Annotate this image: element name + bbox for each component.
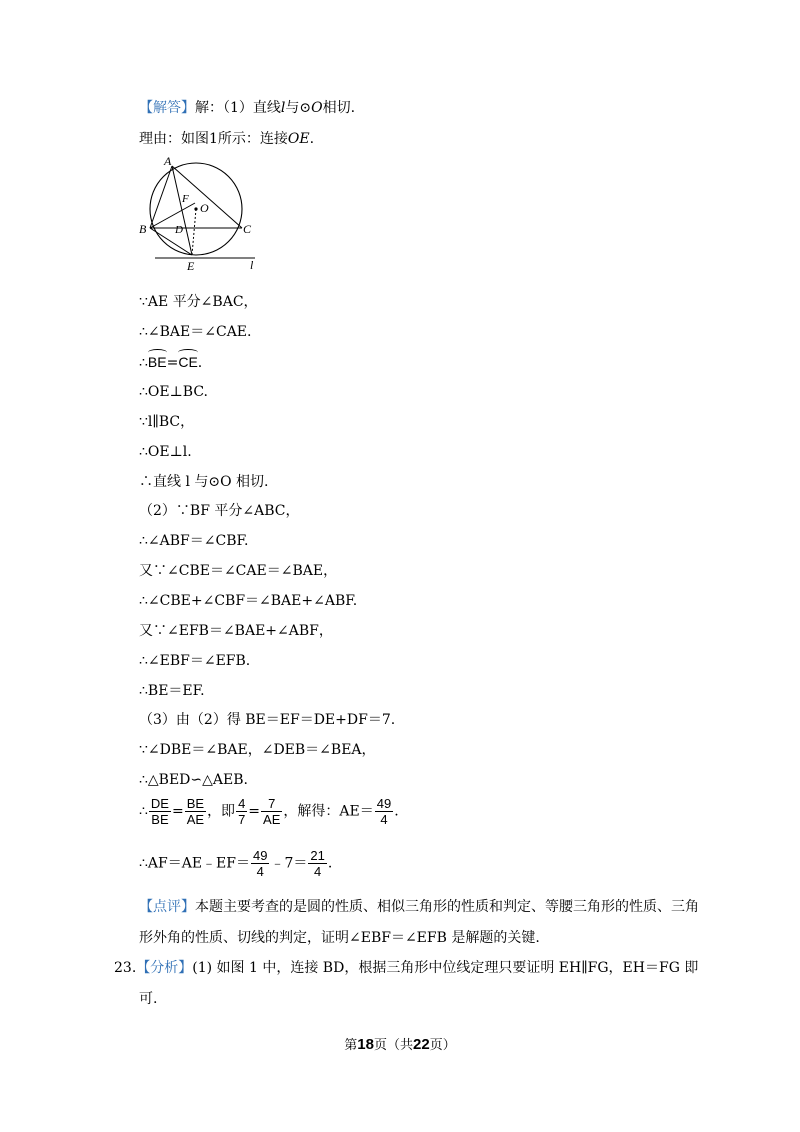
label-b: B	[139, 222, 147, 236]
step-7: ∴直线 l 与⊙O 相切.	[139, 474, 269, 490]
step-8: （2）∵BF 平分∠ABC，	[139, 503, 300, 519]
segment-bf	[150, 203, 195, 228]
fraction-be-ae: $\frac{BE}{AE}$	[186, 796, 205, 827]
fraction-4-7: $\frac{4}{7}$	[238, 796, 246, 827]
fraction-21-4: $\frac{21}{4}$	[310, 848, 325, 879]
analysis-tag: 【分析】	[136, 960, 193, 976]
step-2: ∴∠BAE＝∠CAE.	[139, 324, 252, 340]
step-4: ∴OE⊥BC.	[139, 384, 208, 400]
step-6: ∴OE⊥l.	[139, 444, 192, 460]
step-3-arcs: ∴BE=CE.	[139, 354, 203, 371]
step-11: ∴∠CBE+∠CBF＝∠BAE+∠ABF.	[139, 593, 358, 609]
step-14: ∴BE＝EF.	[139, 683, 205, 699]
segment-oe	[192, 209, 196, 255]
point-o	[194, 207, 197, 210]
geometry-figure	[137, 153, 267, 273]
fraction-de-be: $\frac{DE}{BE}$	[150, 796, 169, 827]
label-c: C	[243, 222, 252, 236]
step-16: ∵∠DBE＝∠BAE，∠DEB＝∠BEA，	[139, 742, 376, 758]
fraction-line: ∴ $\frac{DE}{BE}$ = $\frac{BE}{AE}$ ，即 $\frac{4}{7}$ = $\frac{7}{AE}$ ，解得：AE＝ $\frac{49}{4}$ .	[139, 796, 399, 827]
step-10: 又∵∠CBE＝∠CAE＝∠BAE，	[139, 563, 338, 579]
label-o: O	[200, 201, 209, 215]
step-15: （3）由（2）得 BE＝EF＝DE+DF＝7.	[139, 712, 396, 728]
reason-line: 理由：如图1所示：连接OE.	[139, 131, 315, 147]
label-f: F	[182, 193, 189, 205]
step-9: ∴∠ABF＝∠CBF.	[139, 533, 249, 549]
fraction-49-4: $\frac{49}{4}$	[376, 796, 392, 827]
segment-be	[150, 228, 192, 255]
comment-line-2: 形外角的性质、切线的判定，证明∠EBF＝∠EFB 是解题的关键.	[139, 930, 540, 946]
comment-tag: 【点评】	[139, 899, 195, 915]
fraction-49-4-b: $\frac{49}{4}$	[253, 848, 268, 879]
step-17: ∴△BED∽△AEB.	[139, 772, 248, 788]
label-l: l	[250, 258, 254, 272]
q23-line-2: 可.	[139, 991, 158, 1007]
fraction-7-ae: $\frac{7}{AE}$	[263, 796, 281, 827]
page-footer: 第18页（共22页）	[344, 1036, 456, 1053]
step-12: 又∵∠EFB＝∠BAE+∠ABF，	[139, 623, 333, 639]
label-a: A	[164, 154, 172, 168]
arc-ce: CE	[178, 354, 198, 370]
label-d: D	[175, 224, 183, 236]
comment-line-1: 【点评】本题主要考查的是圆的性质、相似三角形的性质和判定、等腰三角形的性质、三角	[139, 899, 699, 915]
solution-heading: 【解答】解：（1）直线l与⊙O相切.	[139, 100, 356, 116]
page-total: 22	[413, 1036, 430, 1053]
q23-line-1: 23.【分析】(1) 如图 1 中，连接 BD，根据三角形中位线定理只要证明 EH∥FG，EH＝FG 即	[114, 960, 699, 976]
af-line: ∴AF＝AE﹣EF＝ $\frac{49}{4}$ ﹣7＝ $\frac{21}{4}$ .	[139, 848, 333, 879]
answer-tag: 【解答】	[139, 100, 195, 116]
arc-be: BE	[147, 354, 167, 370]
label-e: E	[187, 259, 195, 273]
page-number: 18	[357, 1036, 374, 1053]
step-13: ∴∠EBF＝∠EFB.	[139, 653, 251, 669]
step-5: ∵l∥BC，	[139, 414, 195, 430]
segment-ab	[150, 166, 172, 228]
step-1: ∵AE 平分∠BAC，	[139, 294, 258, 310]
